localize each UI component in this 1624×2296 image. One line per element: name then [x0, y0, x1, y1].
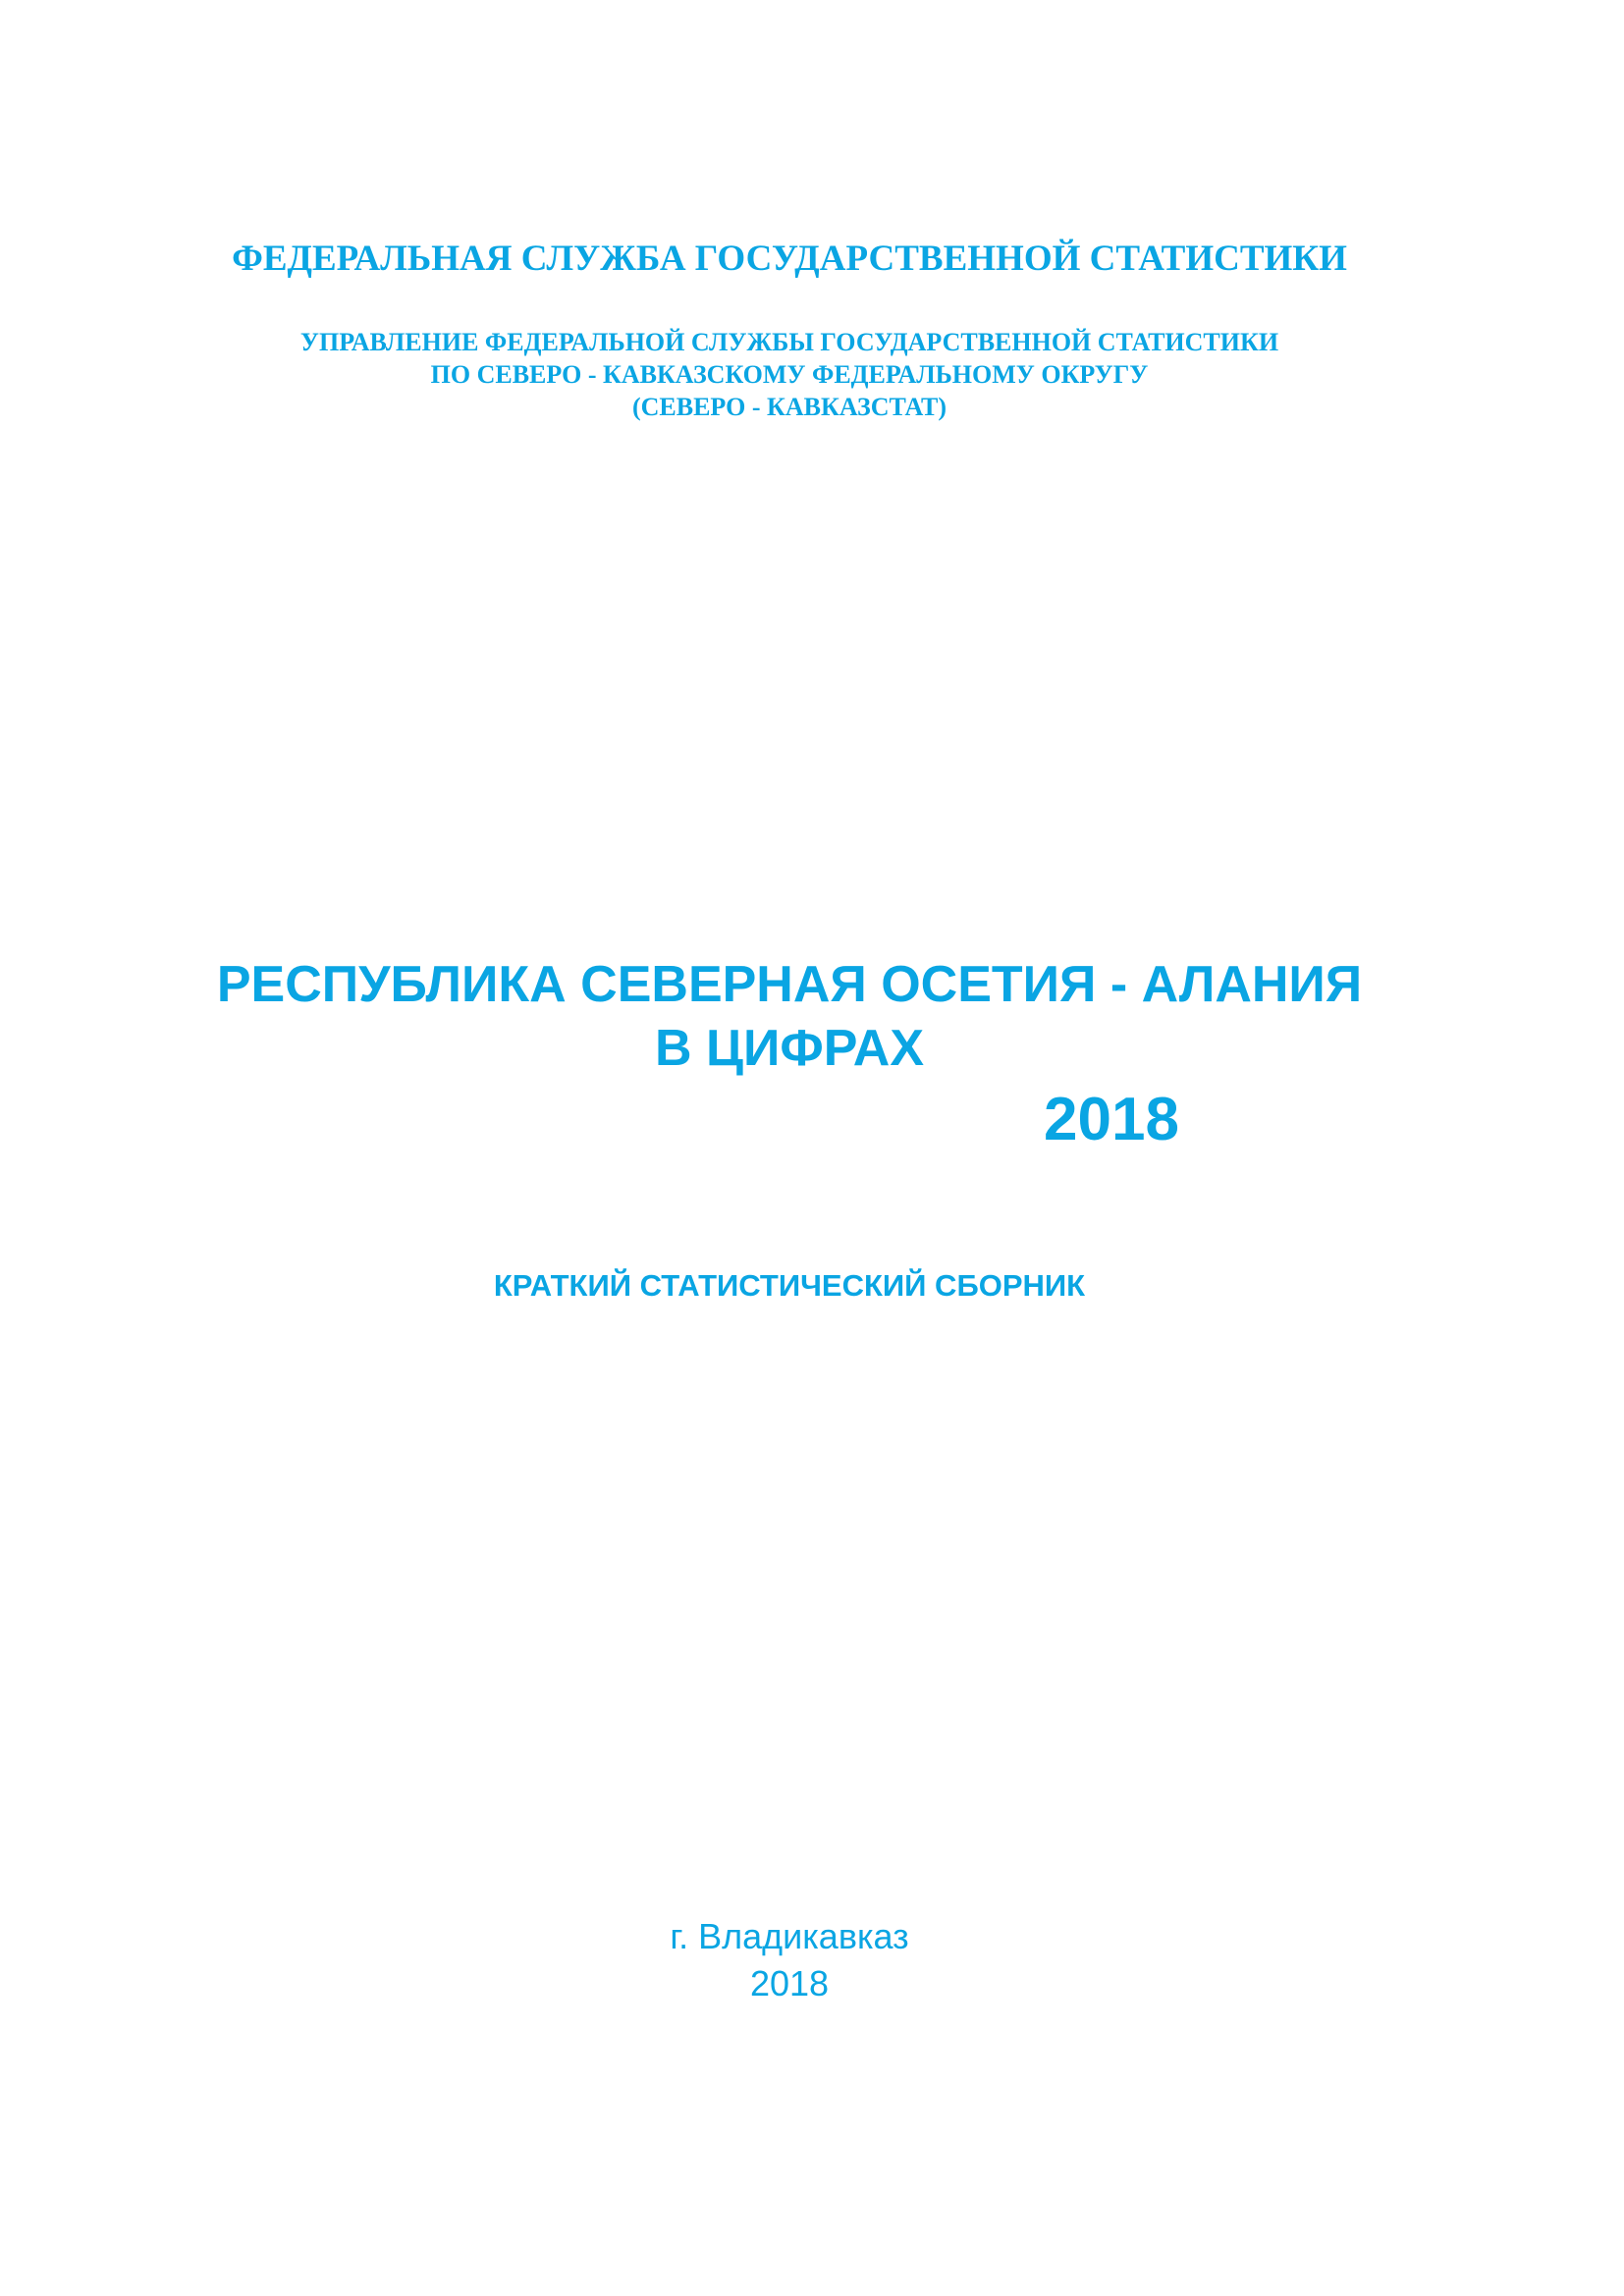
department-line-3: (СЕВЕРО - КАВКАЗСТАТ) [631, 393, 947, 421]
footer-year: 2018 [749, 1963, 830, 2003]
department-line-2: ПО СЕВЕРО - КАВКАЗСКОМУ ФЕДЕРАЛЬНОМУ ОКРУГУ [430, 360, 1149, 389]
publication-subtitle: КРАТКИЙ СТАТИСТИЧЕСКИЙ СБОРНИК [493, 1268, 1086, 1303]
publication-city: г. Владикавказ [670, 1916, 909, 1956]
agency-name: ФЕДЕРАЛЬНАЯ СЛУЖБА ГОСУДАРСТВЕННОЙ СТАТИСТИКИ [232, 239, 1347, 279]
department-line-1: УПРАВЛЕНИЕ ФЕДЕРАЛЬНОЙ СЛУЖБЫ ГОСУДАРСТВЕННОЙ СТАТИСТИКИ [299, 328, 1279, 356]
publication-year: 2018 [1044, 1086, 1179, 1153]
publication-title-line-2: В ЦИФРАХ [654, 1020, 925, 1077]
publication-title-line-1: РЕСПУБЛИКА СЕВЕРНАЯ ОСЕТИЯ - АЛАНИЯ [216, 956, 1363, 1013]
